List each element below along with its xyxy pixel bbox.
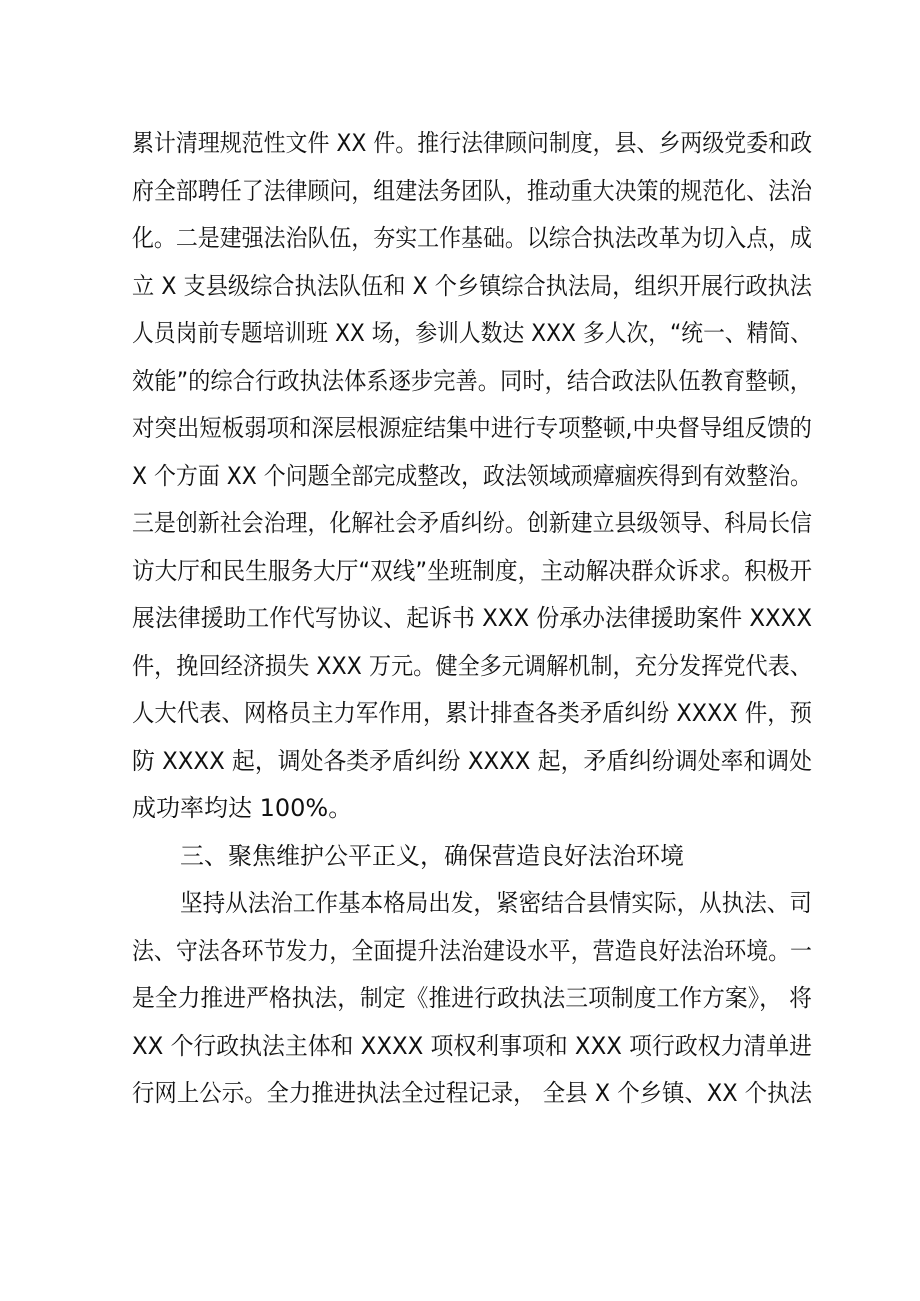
text-line: 访大厅和民生服务大厅“双线”坐班制度，主动解决群众诉求。积极开 bbox=[132, 556, 812, 585]
text-line: 坚持从法治工作基本格局出发，紧密结合县情实际，从执法、司 bbox=[180, 889, 812, 917]
text-line: 立 X 支县级综合执法队伍和 X 个乡镇综合执法局，组织开展行政执法 bbox=[132, 271, 812, 300]
text-line: 展法律援助工作代写协议、起诉书 XXX 份承办法律援助案件 XXXX bbox=[132, 604, 812, 632]
text-line: 防 XXXX 起，调处各类矛盾纠纷 XXXX 起，矛盾纠纷调处率和调处 bbox=[132, 746, 812, 775]
text-line: 三是创新社会治理，化解社会矛盾纠纷。创新建立县级领导、科局长信 bbox=[132, 509, 812, 537]
body-text bbox=[132, 120, 812, 1118]
text-line: 对突出短板弱项和深层根源症结集中进行专项整顿,中央督导组反馈的 bbox=[132, 414, 812, 442]
text-line: X 个方面 XX 个问题全部完成整改，政法领域顽瘴痼疾得到有效整治。 bbox=[132, 461, 812, 490]
text-line: 法、守法各环节发力，全面提升法治建设水平，营造良好法治环境。一 bbox=[132, 936, 812, 965]
text-line: 是全力推进严格执法，制定《推进行政执法三项制度工作方案》， 将 bbox=[132, 984, 812, 1012]
text-line: XX 个行政执法主体和 XXXX 项权利事项和 XXX 项行政权力清单进 bbox=[132, 1031, 812, 1060]
text-line: 三、聚焦维护公平正义，确保营造良好法治环境 bbox=[180, 841, 684, 870]
text-line: 人员岗前专题培训班 XX 场，参训人数达 XXX 多人次，“统一、精简、 bbox=[132, 319, 812, 347]
text-line: 效能”的综合行政执法体系逐步完善。同时，结合政法队伍教育整顿， bbox=[132, 366, 812, 395]
text-line: 件，挽回经济损失 XXX 万元。健全多元调解机制，充分发挥党代表、 bbox=[132, 651, 812, 680]
text-line: 累计清理规范性文件 XX 件。推行法律顾问制度，县、乡两级党委和政 bbox=[132, 129, 812, 157]
text-line: 行网上公示。全力推进执法全过程记录， 全县 X 个乡镇、XX 个执法 bbox=[132, 1079, 812, 1107]
text-line: 府全部聘任了法律顾问，组建法务团队，推动重大决策的规范化、法治 bbox=[132, 176, 812, 205]
text-line: 化。二是建强法治队伍，夯实工作基础。以综合执法改革为切入点，成 bbox=[132, 224, 812, 252]
text-line: 成功率均达 100%。 bbox=[132, 794, 353, 822]
text-line: 人大代表、网格员主力军作用，累计排查各类矛盾纠纷 XXXX 件，预 bbox=[132, 699, 812, 727]
